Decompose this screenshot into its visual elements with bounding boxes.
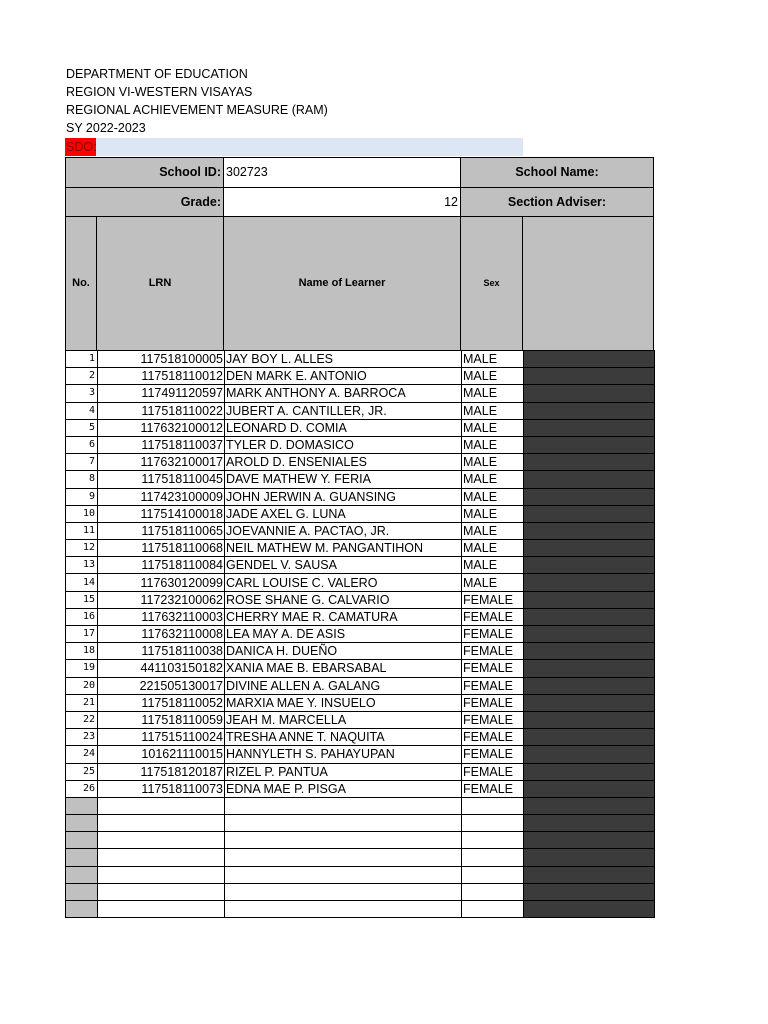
cell-name[interactable]: AROLD D. ENSENIALES — [225, 454, 462, 471]
cell-shaded — [524, 643, 655, 660]
cell-lrn[interactable] — [98, 866, 225, 883]
cell-sex[interactable]: MALE — [462, 505, 524, 522]
cell-name[interactable]: MARK ANTHONY A. BARROCA — [225, 385, 462, 402]
cell-shaded — [524, 471, 655, 488]
cell-sex[interactable] — [462, 832, 524, 849]
cell-shaded — [524, 694, 655, 711]
table-row — [66, 436, 655, 453]
cell-no[interactable]: 1 — [66, 351, 98, 368]
cell-shaded — [524, 574, 655, 591]
cell-lrn[interactable]: 441103150182 — [98, 660, 225, 677]
cell-no[interactable]: 9 — [66, 488, 98, 505]
cell-lrn[interactable]: 117518110065 — [98, 522, 225, 539]
table-row — [66, 591, 655, 608]
header-department: DEPARTMENT OF EDUCATION — [66, 67, 248, 81]
cell-sex[interactable]: FEMALE — [462, 694, 524, 711]
table-row — [66, 488, 655, 505]
cell-sex[interactable]: FEMALE — [462, 591, 524, 608]
cell-sex[interactable]: MALE — [462, 488, 524, 505]
cell-no[interactable]: 16 — [66, 608, 98, 625]
table-row — [66, 677, 655, 694]
cell-name[interactable]: DANICA H. DUEÑO — [225, 643, 462, 660]
table-row — [66, 849, 655, 866]
school-id-label-cell — [65, 157, 224, 188]
cell-shaded — [524, 832, 655, 849]
school-name-label: School Name: — [515, 165, 599, 179]
cell-shaded — [524, 454, 655, 471]
table-row — [66, 574, 655, 591]
cell-lrn[interactable]: 117514100018 — [98, 505, 225, 522]
table-row — [66, 608, 655, 625]
cell-sex[interactable]: MALE — [462, 419, 524, 436]
cell-name[interactable]: DEN MARK E. ANTONIO — [225, 368, 462, 385]
cell-shaded — [524, 368, 655, 385]
cell-no[interactable]: 8 — [66, 471, 98, 488]
cell-no[interactable]: 11 — [66, 522, 98, 539]
cell-sex[interactable]: MALE — [462, 454, 524, 471]
cell-lrn[interactable]: 117632110003 — [98, 608, 225, 625]
cell-no[interactable]: 23 — [66, 729, 98, 746]
table-row — [66, 694, 655, 711]
grade-value: 12 — [444, 195, 458, 209]
cell-lrn[interactable]: 117518110068 — [98, 540, 225, 557]
cell-lrn[interactable]: 117632100017 — [98, 454, 225, 471]
cell-sex[interactable]: FEMALE — [462, 729, 524, 746]
cell-sex[interactable]: FEMALE — [462, 763, 524, 780]
cell-sex[interactable]: FEMALE — [462, 608, 524, 625]
cell-no[interactable]: 14 — [66, 574, 98, 591]
cell-no[interactable] — [66, 883, 98, 900]
cell-lrn[interactable]: 117518110012 — [98, 368, 225, 385]
col-header-sex-label: Sex — [483, 278, 500, 288]
school-id-value: 302723 — [226, 165, 268, 179]
table-row — [66, 643, 655, 660]
learner-table — [65, 350, 655, 918]
cell-shaded — [524, 591, 655, 608]
cell-lrn[interactable]: 117518110037 — [98, 436, 225, 453]
cell-lrn[interactable]: 117518110052 — [98, 694, 225, 711]
cell-sex[interactable]: FEMALE — [462, 643, 524, 660]
cell-shaded — [524, 849, 655, 866]
cell-lrn[interactable] — [98, 832, 225, 849]
grade-label-cell — [65, 187, 224, 217]
cell-lrn[interactable] — [98, 883, 225, 900]
table-row — [66, 385, 655, 402]
col-header-no-label: No. — [72, 277, 90, 289]
cell-name[interactable]: TYLER D. DOMASICO — [225, 436, 462, 453]
cell-sex[interactable]: MALE — [462, 368, 524, 385]
col-header-blank — [522, 216, 654, 351]
cell-lrn[interactable] — [98, 849, 225, 866]
table-row — [66, 797, 655, 814]
cell-no[interactable]: 4 — [66, 402, 98, 419]
cell-shaded — [524, 660, 655, 677]
table-row — [66, 626, 655, 643]
header-title: REGIONAL ACHIEVEMENT MEASURE (RAM) — [66, 103, 328, 117]
cell-lrn[interactable]: 117630120099 — [98, 574, 225, 591]
cell-name[interactable] — [225, 815, 462, 832]
cell-name[interactable] — [225, 866, 462, 883]
cell-shaded — [524, 746, 655, 763]
cell-shaded — [524, 540, 655, 557]
cell-shaded — [524, 402, 655, 419]
cell-lrn[interactable]: 117518120187 — [98, 763, 225, 780]
cell-name[interactable]: ROSE SHANE G. CALVARIO — [225, 591, 462, 608]
cell-no[interactable]: 10 — [66, 505, 98, 522]
cell-no[interactable]: 25 — [66, 763, 98, 780]
sdo-label: SDO: — [66, 140, 97, 154]
cell-no[interactable]: 3 — [66, 385, 98, 402]
cell-shaded — [524, 505, 655, 522]
cell-sex[interactable]: FEMALE — [462, 711, 524, 728]
adviser-label: Section Adviser: — [507, 195, 607, 209]
cell-sex[interactable]: FEMALE — [462, 660, 524, 677]
table-row — [66, 729, 655, 746]
grade-label: Grade: — [180, 195, 221, 209]
col-header-sex — [460, 216, 523, 351]
table-row — [66, 660, 655, 677]
table-row — [66, 351, 655, 368]
cell-shaded — [524, 763, 655, 780]
cell-name[interactable]: MARXIA MAE Y. INSUELO — [225, 694, 462, 711]
header-region: REGION VI-WESTERN VISAYAS — [66, 85, 253, 99]
cell-no[interactable]: 17 — [66, 626, 98, 643]
table-row — [66, 746, 655, 763]
cell-sex[interactable]: MALE — [462, 402, 524, 419]
table-row — [66, 780, 655, 797]
cell-sex[interactable]: FEMALE — [462, 746, 524, 763]
cell-shaded — [524, 883, 655, 900]
cell-name[interactable]: RIZEL P. PANTUA — [225, 763, 462, 780]
cell-no[interactable]: 18 — [66, 643, 98, 660]
cell-no[interactable]: 2 — [66, 368, 98, 385]
cell-lrn[interactable]: 117518110022 — [98, 402, 225, 419]
cell-shaded — [524, 385, 655, 402]
table-row — [66, 505, 655, 522]
cell-no[interactable]: 24 — [66, 746, 98, 763]
cell-lrn[interactable]: 117632100012 — [98, 419, 225, 436]
cell-sex[interactable]: MALE — [462, 522, 524, 539]
cell-sex[interactable]: MALE — [462, 385, 524, 402]
cell-name[interactable]: LEA MAY A. DE ASIS — [225, 626, 462, 643]
col-header-no — [65, 216, 97, 351]
cell-name[interactable]: JAY BOY L. ALLES — [225, 351, 462, 368]
cell-no[interactable]: 6 — [66, 436, 98, 453]
cell-name[interactable]: XANIA MAE B. EBARSABAL — [225, 660, 462, 677]
table-row — [66, 454, 655, 471]
cell-lrn[interactable] — [98, 815, 225, 832]
cell-name[interactable]: NEIL MATHEW M. PANGANTIHON — [225, 540, 462, 557]
cell-sex[interactable]: MALE — [462, 436, 524, 453]
cell-shaded — [524, 901, 655, 918]
cell-name[interactable]: GENDEL V. SAUSA — [225, 557, 462, 574]
table-row — [66, 471, 655, 488]
table-row — [66, 368, 655, 385]
school-name-label-cell — [460, 157, 654, 188]
cell-lrn[interactable]: 101621110015 — [98, 746, 225, 763]
cell-name[interactable]: HANNYLETH S. PAHAYUPAN — [225, 746, 462, 763]
cell-no[interactable]: 21 — [66, 694, 98, 711]
cell-sex[interactable] — [462, 883, 524, 900]
header-school-year: SY 2022-2023 — [66, 121, 146, 135]
cell-name[interactable]: LEONARD D. COMIA — [225, 419, 462, 436]
cell-sex[interactable]: MALE — [462, 540, 524, 557]
cell-name[interactable]: TRESHA ANNE T. NAQUITA — [225, 729, 462, 746]
cell-shaded — [524, 351, 655, 368]
cell-lrn[interactable]: 117632110008 — [98, 626, 225, 643]
cell-name[interactable] — [225, 797, 462, 814]
table-row — [66, 402, 655, 419]
cell-shaded — [524, 626, 655, 643]
cell-sex[interactable]: MALE — [462, 471, 524, 488]
cell-sex[interactable] — [462, 849, 524, 866]
col-header-lrn-label: LRN — [148, 277, 172, 289]
cell-lrn[interactable]: 117518110038 — [98, 643, 225, 660]
cell-name[interactable]: DAVE MATHEW Y. FERIA — [225, 471, 462, 488]
cell-shaded — [524, 488, 655, 505]
cell-sex[interactable]: FEMALE — [462, 780, 524, 797]
cell-name[interactable]: JOHN JERWIN A. GUANSING — [225, 488, 462, 505]
cell-lrn[interactable]: 117518110084 — [98, 557, 225, 574]
cell-sex[interactable] — [462, 901, 524, 918]
cell-sex[interactable]: FEMALE — [462, 677, 524, 694]
table-row — [66, 883, 655, 900]
cell-sex[interactable]: MALE — [462, 351, 524, 368]
table-row — [66, 832, 655, 849]
sdo-row[interactable] — [65, 138, 523, 156]
school-id-label: School ID: — [159, 165, 221, 179]
cell-shaded — [524, 677, 655, 694]
table-row — [66, 815, 655, 832]
col-header-name — [223, 216, 461, 351]
cell-shaded — [524, 419, 655, 436]
cell-no[interactable]: 7 — [66, 454, 98, 471]
cell-name[interactable]: CARL LOUISE C. VALERO — [225, 574, 462, 591]
cell-lrn[interactable]: 117232100062 — [98, 591, 225, 608]
cell-name[interactable]: DIVINE ALLEN A. GALANG — [225, 677, 462, 694]
cell-no[interactable]: 22 — [66, 711, 98, 728]
cell-no[interactable]: 5 — [66, 419, 98, 436]
cell-sex[interactable]: FEMALE — [462, 626, 524, 643]
cell-no[interactable] — [66, 901, 98, 918]
cell-shaded — [524, 522, 655, 539]
col-header-name-label: Name of Learner — [298, 277, 386, 289]
cell-name[interactable]: JADE AXEL G. LUNA — [225, 505, 462, 522]
cell-name[interactable] — [225, 883, 462, 900]
cell-sex[interactable]: MALE — [462, 557, 524, 574]
cell-shaded — [524, 608, 655, 625]
cell-name[interactable]: JUBERT A. CANTILLER, JR. — [225, 402, 462, 419]
cell-lrn[interactable]: 117518110045 — [98, 471, 225, 488]
cell-no[interactable] — [66, 815, 98, 832]
cell-no[interactable]: 12 — [66, 540, 98, 557]
adviser-label-cell — [460, 187, 654, 217]
cell-name[interactable]: EDNA MAE P. PISGA — [225, 780, 462, 797]
cell-no[interactable] — [66, 849, 98, 866]
table-row — [66, 711, 655, 728]
cell-shaded — [524, 436, 655, 453]
cell-shaded — [524, 711, 655, 728]
table-row — [66, 540, 655, 557]
cell-shaded — [524, 866, 655, 883]
cell-lrn[interactable]: 117515110024 — [98, 729, 225, 746]
cell-no[interactable]: 15 — [66, 591, 98, 608]
cell-no[interactable] — [66, 832, 98, 849]
cell-name[interactable] — [225, 832, 462, 849]
cell-shaded — [524, 815, 655, 832]
cell-sex[interactable] — [462, 797, 524, 814]
cell-no[interactable]: 26 — [66, 780, 98, 797]
grade-cell[interactable] — [223, 187, 461, 217]
cell-sex[interactable]: MALE — [462, 574, 524, 591]
cell-name[interactable] — [225, 849, 462, 866]
cell-lrn[interactable]: 221505130017 — [98, 677, 225, 694]
cell-shaded — [524, 729, 655, 746]
table-row — [66, 866, 655, 883]
table-row — [66, 419, 655, 436]
cell-sex[interactable] — [462, 866, 524, 883]
cell-no[interactable] — [66, 866, 98, 883]
cell-lrn[interactable]: 117491120597 — [98, 385, 225, 402]
table-row — [66, 901, 655, 918]
cell-shaded — [524, 780, 655, 797]
cell-no[interactable] — [66, 797, 98, 814]
school-id-cell[interactable] — [223, 157, 461, 188]
cell-name[interactable]: JOEVANNIE A. PACTAO, JR. — [225, 522, 462, 539]
table-row — [66, 763, 655, 780]
cell-lrn[interactable]: 117423100009 — [98, 488, 225, 505]
cell-no[interactable]: 20 — [66, 677, 98, 694]
cell-lrn[interactable]: 117518110073 — [98, 780, 225, 797]
cell-no[interactable]: 19 — [66, 660, 98, 677]
col-header-lrn — [96, 216, 224, 351]
cell-lrn[interactable] — [98, 797, 225, 814]
cell-shaded — [524, 557, 655, 574]
cell-lrn[interactable] — [98, 901, 225, 918]
cell-lrn[interactable]: 117518100005 — [98, 351, 225, 368]
cell-name[interactable]: JEAH M. MARCELLA — [225, 711, 462, 728]
cell-no[interactable]: 13 — [66, 557, 98, 574]
cell-lrn[interactable]: 117518110059 — [98, 711, 225, 728]
table-row — [66, 522, 655, 539]
cell-name[interactable] — [225, 901, 462, 918]
cell-shaded — [524, 797, 655, 814]
table-row — [66, 557, 655, 574]
cell-sex[interactable] — [462, 815, 524, 832]
cell-name[interactable]: CHERRY MAE R. CAMATURA — [225, 608, 462, 625]
